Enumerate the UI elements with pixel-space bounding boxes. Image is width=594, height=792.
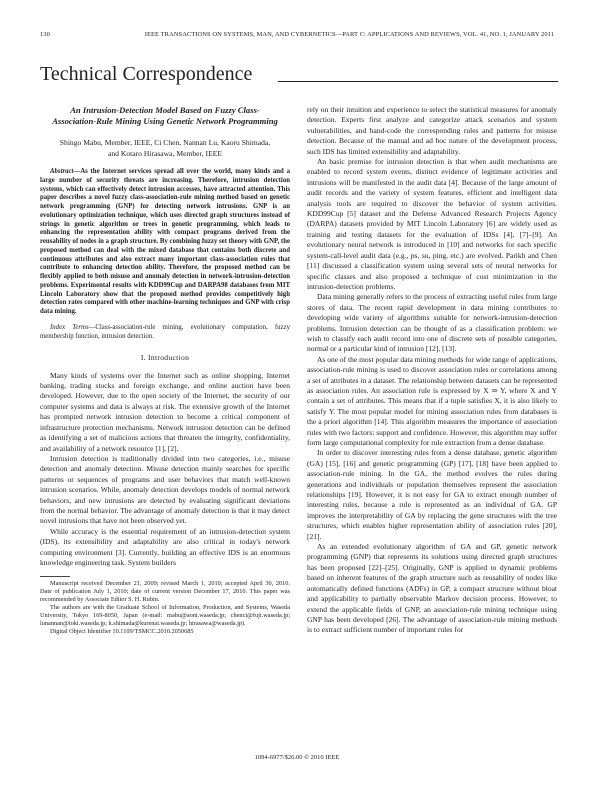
body-paragraph-4: As one of the most popular data mining methods for wide range of applications, association-rule mining is used to discover association rules or correlations among a set of attributes in a dataset. The relationship between datasets can be represented as association rules. An association rule is expressed by X ⇒ Y, where X and Y contain a set of attributes. This means that if a tuple satisfies X, it is also likely to satisfy Y. The most popular model for mining association rules from databases is the a priori algorithm [14]. This algorithm measures the importance of association rules with two factors: support and confidence. However, this algorithm may suffer form large computational complexity for rule extraction from a dense database. — [307, 354, 557, 447]
page-number: 130 — [40, 31, 50, 38]
intro-paragraph-2: Intrusion detection is traditionally divided into two categories, i.e., misuse detection and anomaly detection. Misuse detection mainly searches for specific patterns or sequences of programs and user behaviors that match well-known intrusion scenarios. While, anomaly detection develops models of normal network behaviors, and new intrusions are detected by evaluating significant deviations from the normal behavior. The advantage of anomaly detection is that it may detect novel intrusions that have not been observed yet. — [40, 453, 290, 526]
body-paragraph-2: An basic premise for intrusion detection is that when audit mechanisms are enabled to record system events, distinct evidence of legitimate activities and intrusions will be manifested in the audit data [4]. Because of the large amount of audit records and the variety of system features, efficient and intelligent data analysis tools are required to discover the behavior of system activities. KDD99Cup [5] dataset and the Defense Advanced Research Projects Agency (DARPA) datasets provided by MIT Lincoln Laboratory [6] are widely used as training and testing datasets for the evaluation of IDSs [4], [7]–[9]. An evolutionary neural network is introduced in [10] and networks for each specific system-call-level audit data (e.g., ps, su, ping, etc.) are evolved. Parikh and Chen [11] discussed a classification system using several sets of neural networks for specific classes and also proposed a technique of cost minimization in the intrusion-detection problems. — [307, 157, 557, 291]
running-title: IEEE TRANSACTIONS ON SYSTEMS, MAN, AND CYBERNETICS—PART C: APPLICATIONS AND REVIEWS, VOL. 41, NO. 1, JANUARY 2011 — [144, 31, 554, 38]
footnote-divider — [40, 576, 70, 577]
section-rule — [278, 81, 558, 82]
index-terms — [40, 324, 290, 342]
body-paragraph-5: In order to discover interesting rules from a dense database, genetic algorithm (GA) [15], [16] and genetic programming (GP) [17], [18] have been applied to association-rule mining. In the GA, the method evolves the rules during generations and individuals or population themselves represent the association relationships [19]. However, it is not easy for GA to extract enough number of interesting rules, because a rule is represented as an individual of GA. GP improves the interpretability of GA by replacing the gene structures with the tree structures, which enables higher representation ability of association rules [20], [21]. — [307, 448, 557, 541]
footnote-doi: Digital Object Identifier 10.1109/TSMCC.2010.2050685 — [50, 628, 194, 636]
authors — [40, 138, 290, 159]
intro-paragraph-3: While accuracy is the essential requirement of an intrusion-detection system (IDS), its extensibility and adaptability are also critical in today's network computing environment [3]. Currently, building an effective IDS is an enormous knowledge engineering task. System builders — [40, 526, 290, 567]
authors-line-1: Shingo Mabu, Member, IEEE, Ci Chen, Nannan Lu, Kaoru Shimada, — [59, 138, 271, 148]
left-column — [40, 105, 290, 636]
running-header — [40, 31, 554, 41]
paper-title: An Intrusion-Detection Model Based on Fuzzy Class-Association-Rule Mining Using Genetic Network Programming — [52, 105, 278, 127]
abstract — [40, 168, 290, 317]
index-terms-label: Index Terms — [50, 323, 89, 331]
abstract-label: Abstract — [50, 168, 74, 176]
body-paragraph-3: Data mining generally refers to the process of extracting useful rules from large stores of data. The recent rapid development in data mining contributes to developing wide variety of algorithms suitable for network-intrusion-detection problems. Intrusion detection can be thought of as a classification problem: we wish to classify each audit record into one of discrete sets of possible categories, normal or a particular kind of intrusion [12], [13]. — [307, 292, 557, 354]
right-column — [307, 105, 557, 636]
section-title: Technical Correspondence — [40, 63, 253, 85]
section-heading-block — [40, 62, 558, 92]
abstract-text: —As the Internet services spread all over the world, many kinds and a large number of security threats are increasing. Therefore, intrusion detection systems, which can effectively detect intrusion accesses, have attracted attention. This paper describes a novel fuzzy class-association-rule mining method based on genetic network programming (GNP) for detecting network intrusions. GNP is an evolutionary optimization technique, which uses directed graph structures instead of strings in genetic algorithm or trees in genetic programming, which leads to enhancing the representation ability with compact programs derived from the reusability of nodes in a graph structure. By combining fuzzy set theory with GNP, the proposed method can deal with the mixed database that contains both discrete and continuous attributes and also extract many important class-association rules that contribute to enhancing detection ability. Therefore, the proposed method can be flexibly applied to both misuse and anomaly detection in network-intrusion-detection problems. Experimental results with KDD99Cup and DARPA98 databases from MIT Lincoln Laboratory show that the proposed method provides competitively high detection rates compared with other machine-learning techniques and GNP with crisp data mining. — [40, 168, 290, 316]
introduction-heading: I. Introduction — [140, 353, 190, 363]
intro-paragraph-1: Many kinds of systems over the Internet such as online shopping, Internet banking, trading stocks and foreign exchange, and online auction have been developed. However, due to the open society of the Internet, the security of our computer systems and data is always at risk. The extensive growth of the Internet has prompted network intrusion detection to become a critical component of infrastructure protection mechanisms. Network intrusion detection can be defined as identifying a set of malicious actions that threaten the integrity, confidentiality, and availability of a network resource [1], [2]. — [40, 370, 290, 453]
index-terms-text: —Class-association-rule mining, evolutionary computation, fuzzy membership function, intrusion detection. — [40, 323, 290, 340]
body-paragraph-6: As an extended evolutionary algorithm of GA and GP, genetic network programming (GNP) that represents its solutions using directed graph structures has been proposed [22]–[25]. Originally, GNP is applied to dynamic problems based on inherent features of the graph structure such as reusability of nodes like automatically defined functions (ADFs) in GP, a compact structure without bloat and applicability to partially observable Markov decision process. However, to extend the applicable fields of GNP, an association-rule mining technique using GNP has been developed [26]. The advantage of association-rule mining methods is to extract sufficient number of important rules for — [307, 542, 557, 635]
copyright-footer: 1094-6977/$26.00 © 2010 IEEE — [254, 754, 340, 761]
authors-line-2: and Kotaro Hirasawa, Member, IEEE — [108, 148, 222, 158]
body-paragraph-1: rely on their intuition and experience to select the statistical measures for anomaly detection. Experts first analyze and categorize attack scenarios and system vulnerabilities, and hand-code the corresponding rules and patterns for misuse detection. Because of the manual and ad hoc nature of the development process, such IDS has limited extensibility and adaptability. — [307, 105, 557, 156]
footnote-authors: The authors are with the Graduate School of Information, Production, and Systems, Waseda University, Tokyo 169-8050, Japan (e-mail: mabu@aoni.waseda.jp; chenci@fuji.waseda.jp; lunannan@toki.waseda.jp; k.shimada@kurenai.waseda.jp; hirasawa@waseda.jp). — [40, 604, 290, 628]
footnote-manuscript: Manuscript received December 21, 2009; revised March 1, 2010; accepted April 30, 2010. Date of publication July 1, 2010; date of current version December 17, 2010. This paper was recommended by Associate Editor S. H. Rubin. — [40, 580, 290, 604]
